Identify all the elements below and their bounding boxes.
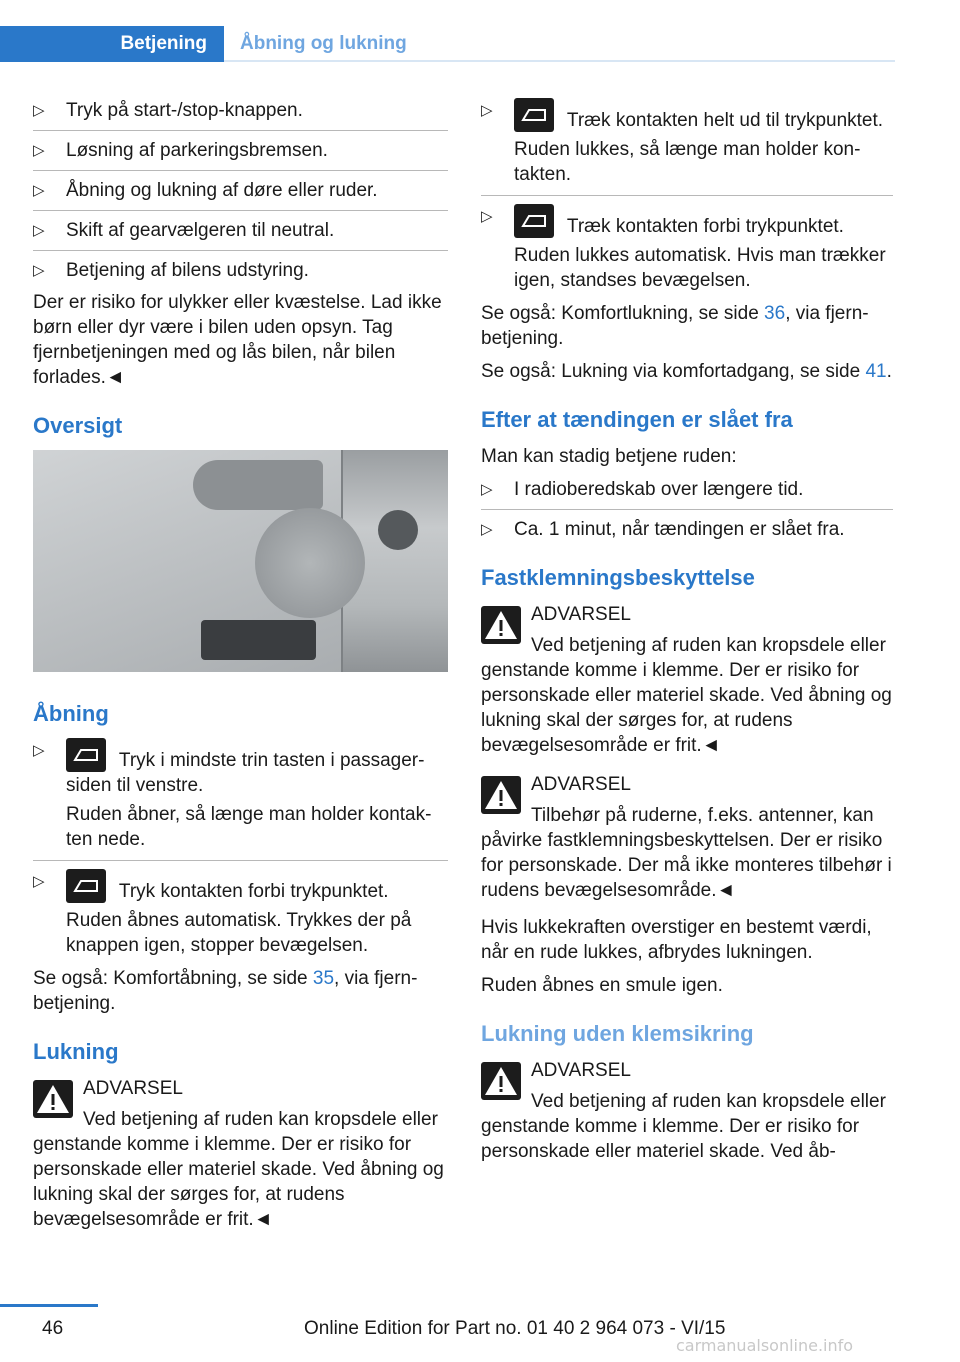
window-switch-icon	[514, 98, 554, 132]
window-switch-icon	[514, 204, 554, 238]
page-link[interactable]: 35	[312, 968, 335, 989]
triangle-bullet-icon: ▷	[33, 102, 45, 119]
warning-icon	[481, 606, 521, 644]
door-panel-photo	[33, 450, 448, 672]
list-item: ▷ Ca. 1 minut, når tændingen er slået fra.	[481, 519, 845, 540]
see-also-paragraph: Se også: Komfortlukning, se side 36, via fjernbetjening.	[481, 303, 869, 349]
triangle-bullet-icon: ▷	[33, 222, 45, 239]
edition-text: Online Edition for Part no. 01 40 2 964 073 - VI/15	[304, 1318, 726, 1339]
list-item: ▷ Betjening af bilens udstyring.	[33, 260, 309, 281]
list-item: ▷ Træk kontakten helt ud til trykpunktet. Ruden lukkes, så længe man holder kontakten.	[481, 98, 893, 187]
list-item: ▷ Tryk kontakten forbi trykpunktet. Ruden åbnes automatisk. Trykkes der på knappen igen, stopper bevægelsen.	[33, 860, 448, 958]
see-also-paragraph: Se også: Komfortåbning, se side 35, via fjernbetjening.	[33, 968, 418, 1014]
heading-oversigt: Oversigt	[33, 413, 123, 438]
warning-icon	[481, 776, 521, 814]
list-item: ▷ I radioberedskab over længere tid.	[481, 477, 893, 510]
heading-lukning: Lukning	[33, 1039, 119, 1064]
page-number: 46	[42, 1318, 64, 1339]
header-divider	[224, 60, 895, 62]
triangle-bullet-icon: ▷	[33, 142, 45, 159]
list-item: ▷ Tryk på start-/stop-knappen.	[33, 98, 448, 131]
triangle-bullet-icon: ▷	[481, 521, 493, 538]
left-column	[33, 98, 448, 1240]
warning-block: ADVARSEL Ved betjening af ruden kan kropsdele eller genstande komme i klemme. Der er risiko for personskade eller materiel skade. Ved åbning og lukning skal der sørges for, at rudens bevægelsesområde er frit.◄	[481, 604, 892, 756]
triangle-bullet-icon: ▷	[33, 873, 45, 890]
triangle-bullet-icon: ▷	[481, 102, 493, 119]
tab-abning-og-lukning[interactable]: Åbning og lukning	[240, 33, 407, 54]
warning-block: ADVARSEL Tilbehør på ruderne, f.eks. antenner, kan påvirke fastklemningsbeskyttelsen. Der er risiko for personskade. Der må ikke monteres tilbehør i rudens bevægelsesområde.◄	[481, 774, 892, 901]
warning-block: ADVARSEL Ved betjening af ruden kan kropsdele eller genstande komme i klemme. Der er risiko for personskade eller materiel skade. Ved åbning og lukning skal der sørges for, at rudens bevægelsesområde er frit.◄	[33, 1078, 444, 1230]
triangle-bullet-icon: ▷	[33, 182, 45, 199]
heading-uden-klemsikring: Lukning uden klemsikring	[481, 1021, 754, 1046]
triangle-bullet-icon: ▷	[481, 208, 493, 225]
triangle-bullet-icon: ▷	[33, 742, 45, 759]
heading-fastklemning: Fastklemningsbeskyttelse	[481, 565, 755, 590]
warning-icon	[33, 1080, 73, 1118]
force-paragraph: Hvis lukkekraften overstiger en bestemt værdi, når en rude lukkes, afbrydes lukningen.	[481, 917, 872, 963]
reopen-paragraph: Ruden åbnes en smule igen.	[481, 975, 723, 996]
page-link[interactable]: 36	[764, 303, 786, 324]
list-item: ▷ Åbning og lukning af døre eller ruder.	[33, 178, 448, 211]
page-header	[0, 0, 895, 62]
list-item: ▷ Skift af gearvælgeren til neutral.	[33, 218, 448, 251]
triangle-bullet-icon: ▷	[481, 481, 493, 498]
footer-divider	[0, 1304, 98, 1307]
tab-betjening[interactable]: Betjening	[0, 26, 224, 62]
triangle-bullet-icon: ▷	[33, 262, 45, 279]
window-switch-icon	[66, 738, 106, 772]
see-also-paragraph: Se også: Lukning via komfortadgang, se side 41.	[481, 361, 892, 382]
right-column	[481, 98, 893, 1172]
list-item: ▷ Løsning af parkeringsbremsen.	[33, 138, 448, 171]
heading-efter: Efter at tændingen er slået fra	[481, 407, 793, 432]
warning-icon	[481, 1062, 521, 1100]
intro-text: Man kan stadig betjene ruden:	[481, 446, 737, 467]
list-item: ▷ Tryk i mindste trin tasten i passagersiden til venstre. Ruden åbner, så længe man holder kontakten nede.	[33, 738, 448, 852]
heading-abning: Åbning	[33, 701, 109, 726]
window-switch-icon	[66, 869, 106, 903]
list-item: ▷ Træk kontakten forbi trykpunktet. Ruden lukkes automatisk. Hvis man trækker igen, standses bevægelsen.	[481, 195, 893, 293]
risk-paragraph: Der er risiko for ulykker eller kvæstelse. Lad ikke børn eller dyr være i bilen uden opsyn. Tag fjernbetjeningen med og lås bilen, når bilen forlades.◄	[33, 292, 442, 388]
warning-block: ADVARSEL Ved betjening af ruden kan kropsdele eller genstande komme i klemme. Der er risiko for personskade eller materiel skade. Ved åb-	[481, 1060, 886, 1162]
watermark: carmanualsonline.info	[676, 1336, 854, 1355]
page-link[interactable]: 41	[865, 361, 887, 382]
